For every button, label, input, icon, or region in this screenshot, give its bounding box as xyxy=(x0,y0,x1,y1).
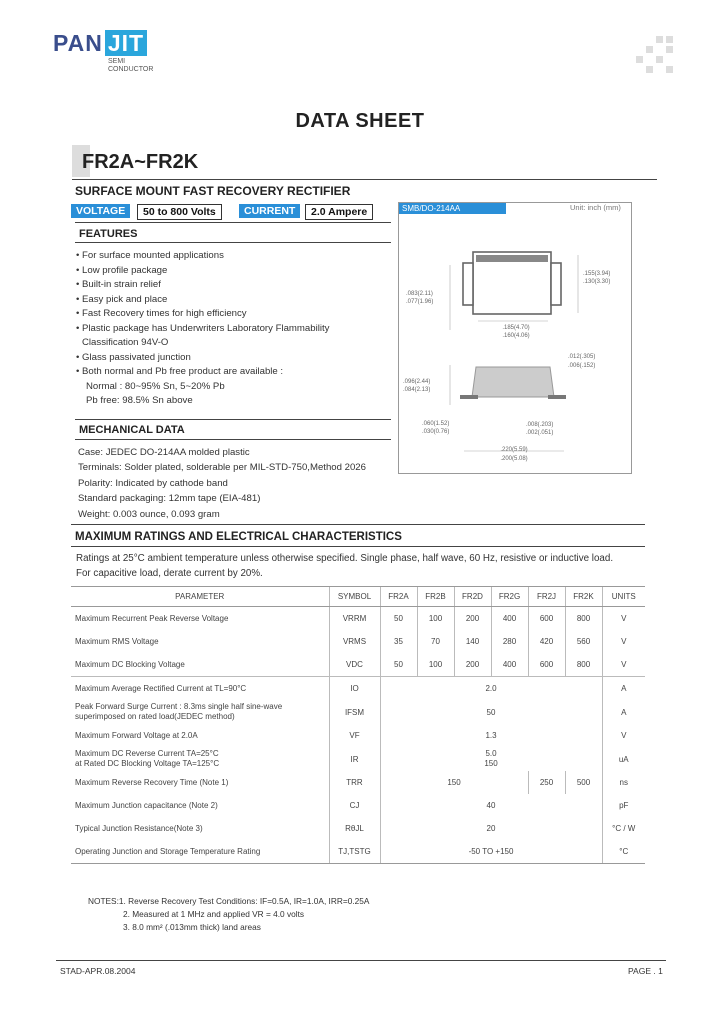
value-cell: 200 xyxy=(454,607,491,631)
param-cell: Operating Junction and Storage Temperature Rating xyxy=(71,840,329,864)
ratings-title: MAXIMUM RATINGS AND ELECTRICAL CHARACTERISTICS xyxy=(75,531,402,543)
value-cell: 280 xyxy=(491,630,528,653)
symbol-cell: VRMS xyxy=(329,630,380,653)
dim-label: .083(2.11) xyxy=(406,291,433,297)
unit-cell: V xyxy=(602,724,645,747)
logo-sub-semi: SEMI xyxy=(108,58,126,65)
value-cell: 150 xyxy=(380,771,528,794)
table-row xyxy=(71,747,645,771)
footer-page: PAGE . 1 xyxy=(628,966,663,976)
dim-label: .220(5.59) xyxy=(500,447,528,453)
footer-date: STAD-APR.08.2004 xyxy=(60,966,136,976)
symbol-cell: VF xyxy=(329,724,380,747)
col-header: FR2K xyxy=(565,587,602,607)
unit-note: Unit: inch (mm) xyxy=(570,203,621,212)
list-item: Standard packaging: 12mm tape (EIA-481) xyxy=(78,493,261,505)
col-header: FR2A xyxy=(380,587,417,607)
value-cell: 560 xyxy=(565,630,602,653)
list-item: Classification 94V-O xyxy=(82,337,169,348)
value-cell: 800 xyxy=(565,653,602,677)
value-line: 150 xyxy=(484,759,498,768)
lead-right xyxy=(551,263,561,305)
divider xyxy=(72,179,657,180)
value-cell: 500 xyxy=(565,771,602,794)
package-tag: SMB/DO-214AA xyxy=(399,203,506,214)
voltage-value: 50 to 800 Volts xyxy=(137,204,222,220)
dim-label: .012(.305) xyxy=(568,354,596,360)
ratings-line: For capacitive load, derate current by 20%. xyxy=(76,568,263,579)
table-row xyxy=(71,653,645,677)
dim-label: .008(.203) xyxy=(526,422,554,428)
list-item: • Both normal and Pb free product are available : xyxy=(76,366,284,377)
list-item: • Built-in strain relief xyxy=(76,279,161,290)
value-cell: 50 xyxy=(380,700,602,724)
param-line: Peak Forward Surge Current : 8.3ms single half sine-wave xyxy=(75,702,283,711)
param-cell: Maximum Reverse Recovery Time (Note 1) xyxy=(75,778,229,787)
list-item: Terminals: Solder plated, solderable per MIL-STD-750,Method 2026 xyxy=(78,462,366,474)
note-line: 3. 8.0 mm² (.013mm thick) land areas xyxy=(123,922,261,932)
col-header: FR2J xyxy=(528,587,565,607)
value-cell: 40 xyxy=(380,794,602,817)
body-side-view xyxy=(472,367,554,397)
note-line: 2. Measured at 1 MHz and applied VR = 4.0 volts xyxy=(123,909,305,919)
value-cell: 35 xyxy=(380,630,417,653)
unit-cell: V xyxy=(602,607,645,631)
notes xyxy=(88,895,369,934)
list-item: Normal : 80~95% Sn, 5~20% Pb xyxy=(86,380,225,392)
unit-cell: A xyxy=(602,677,645,701)
table-row xyxy=(71,840,645,864)
value-line: 5.0 xyxy=(485,749,497,758)
current-label: CURRENT xyxy=(239,204,300,218)
dim-label: .002(.051) xyxy=(526,430,554,436)
list-item: • Low profile package xyxy=(76,264,168,276)
unit-cell: °C / W xyxy=(602,817,645,840)
dim-label: .200(5.08) xyxy=(500,456,528,462)
param-cell: Maximum DC Blocking Voltage xyxy=(75,660,185,669)
param-cell: Maximum Recurrent Peak Reverse Voltage xyxy=(75,614,229,623)
table-row xyxy=(71,817,645,840)
dim-label: .030(0.76) xyxy=(422,429,450,435)
table-row xyxy=(71,607,645,631)
symbol-cell: VDC xyxy=(329,653,380,677)
value-cell xyxy=(380,747,602,771)
dim-label: .185(4.70) xyxy=(502,325,530,331)
symbol-cell: CJ xyxy=(329,794,380,817)
symbol-cell: RθJL xyxy=(329,817,380,840)
dim-label: .077(1.96) xyxy=(406,299,434,305)
symbol-cell: VRRM xyxy=(329,607,380,631)
value-cell: 200 xyxy=(454,653,491,677)
unit-cell: uA xyxy=(602,747,645,771)
col-header: PARAMETER xyxy=(71,587,329,607)
value-cell: 800 xyxy=(565,607,602,631)
dim-label: .155(3.94) xyxy=(583,271,611,277)
symbol-cell: TJ,TSTG xyxy=(329,840,380,864)
list-item: Case: JEDEC DO-214AA molded plastic xyxy=(78,447,250,458)
param-cell: Maximum Forward Voltage at 2.0A xyxy=(75,731,198,740)
value-cell: 50 xyxy=(380,653,417,677)
value-cell: 1.3 xyxy=(380,724,602,747)
param-cell xyxy=(71,747,329,771)
value-cell: 600 xyxy=(528,653,565,677)
table-header-row xyxy=(71,587,645,607)
list-item: • Glass passivated junction xyxy=(76,351,191,363)
product-subtitle: SURFACE MOUNT FAST RECOVERY RECTIFIER xyxy=(75,184,351,198)
divider xyxy=(75,439,391,440)
symbol-cell: IO xyxy=(329,677,380,701)
param-cell xyxy=(71,700,329,724)
page-title: DATA SHEET xyxy=(295,110,425,132)
dim-label: .060(1.52) xyxy=(422,421,450,427)
value-cell: 420 xyxy=(528,630,565,653)
param-line: superimposed on rated load(JEDEC method) xyxy=(75,712,235,721)
panjit-logo xyxy=(53,30,147,57)
value-cell: 2.0 xyxy=(380,677,602,701)
table-row xyxy=(71,724,645,747)
divider xyxy=(71,524,645,525)
divider xyxy=(75,419,391,420)
voltage-label: VOLTAGE xyxy=(71,204,130,218)
param-cell: Typical Junction Resistance(Note 3) xyxy=(75,824,203,833)
table-row xyxy=(71,700,645,724)
value-cell: 400 xyxy=(491,607,528,631)
corner-decoration xyxy=(636,36,676,76)
param-cell: Maximum Junction capacitance (Note 2) xyxy=(75,801,218,810)
list-item: • Plastic package has Underwriters Laboratory Flammability xyxy=(76,322,330,334)
value-cell: -50 TO +150 xyxy=(380,840,602,864)
value-cell: 50 xyxy=(380,607,417,631)
logo-subtitle xyxy=(108,58,153,74)
col-header: FR2B xyxy=(417,587,454,607)
symbol-cell: IFSM xyxy=(329,700,380,724)
note-line: NOTES:1. Reverse Recovery Test Conditions: IF=0.5A, IR=1.0A, IRR=0.25A xyxy=(88,896,370,906)
dim-label: .130(3.30) xyxy=(583,279,611,285)
dim-label: .160(4.06) xyxy=(502,333,530,339)
mechanical-list xyxy=(78,445,366,522)
logo-sub-conductor: CONDUCTOR xyxy=(108,66,154,73)
param-line: Maximum DC Reverse Current TA=25°C xyxy=(75,749,219,758)
unit-cell: ns xyxy=(602,771,645,794)
param-line: at Rated DC Blocking Voltage TA=125°C xyxy=(75,759,220,768)
ratings-line: Ratings at 25°C ambient temperature unless otherwise specified. Single phase, half wave, 60 Hz, resistive or inductive load. xyxy=(76,553,614,564)
col-header: FR2G xyxy=(491,587,528,607)
table-row xyxy=(71,630,645,653)
value-cell: 100 xyxy=(417,653,454,677)
logo-accent-text: JIT xyxy=(105,30,147,56)
dim-label: .096(2.44) xyxy=(403,379,431,385)
unit-cell: pF xyxy=(602,794,645,817)
value-cell: 20 xyxy=(380,817,602,840)
dim-label: .084(2.13) xyxy=(403,387,431,393)
value-cell: 70 xyxy=(417,630,454,653)
list-item: Polarity: Indicated by cathode band xyxy=(78,477,228,489)
list-item: Weight: 0.003 ounce, 0.093 gram xyxy=(78,508,220,520)
col-header: UNITS xyxy=(602,587,645,607)
value-cell: 400 xyxy=(491,653,528,677)
value-cell: 140 xyxy=(454,630,491,653)
mechanical-title: MECHANICAL DATA xyxy=(79,424,185,436)
footer-divider xyxy=(56,960,666,961)
unit-cell: °C xyxy=(602,840,645,864)
list-item: Pb free: 98.5% Sn above xyxy=(86,395,193,406)
logo-main-text: PAN xyxy=(53,30,103,56)
current-value: 2.0 Ampere xyxy=(305,204,373,220)
dim-label: .006(.152) xyxy=(568,363,596,369)
col-header: FR2D xyxy=(454,587,491,607)
ratings-table xyxy=(71,586,645,864)
value-cell: 600 xyxy=(528,607,565,631)
value-cell: 100 xyxy=(417,607,454,631)
unit-cell: A xyxy=(602,700,645,724)
table-row xyxy=(71,677,645,701)
table-row xyxy=(71,771,645,794)
package-outline-diagram xyxy=(398,215,630,471)
param-cell: Maximum RMS Voltage xyxy=(75,637,159,646)
lead-left xyxy=(463,263,473,305)
symbol-cell: IR xyxy=(329,747,380,771)
value-cell: 250 xyxy=(528,771,565,794)
list-item: • For surface mounted applications xyxy=(76,250,224,261)
divider xyxy=(75,222,391,223)
list-item: • Fast Recovery times for high efficiency xyxy=(76,308,247,319)
unit-cell: V xyxy=(602,653,645,677)
divider xyxy=(71,546,645,547)
list-item: • Easy pick and place xyxy=(76,293,168,305)
features-title: FEATURES xyxy=(79,228,138,240)
col-header: SYMBOL xyxy=(329,587,380,607)
divider xyxy=(75,242,391,243)
part-number: FR2A~FR2K xyxy=(82,151,199,173)
ratings-description xyxy=(76,551,613,581)
cathode-band xyxy=(476,255,548,262)
features-list xyxy=(76,249,329,409)
table-row xyxy=(71,794,645,817)
param-cell: Maximum Average Rectified Current at TL=90°C xyxy=(71,677,329,701)
symbol-cell: TRR xyxy=(329,771,380,794)
unit-cell: V xyxy=(602,630,645,653)
